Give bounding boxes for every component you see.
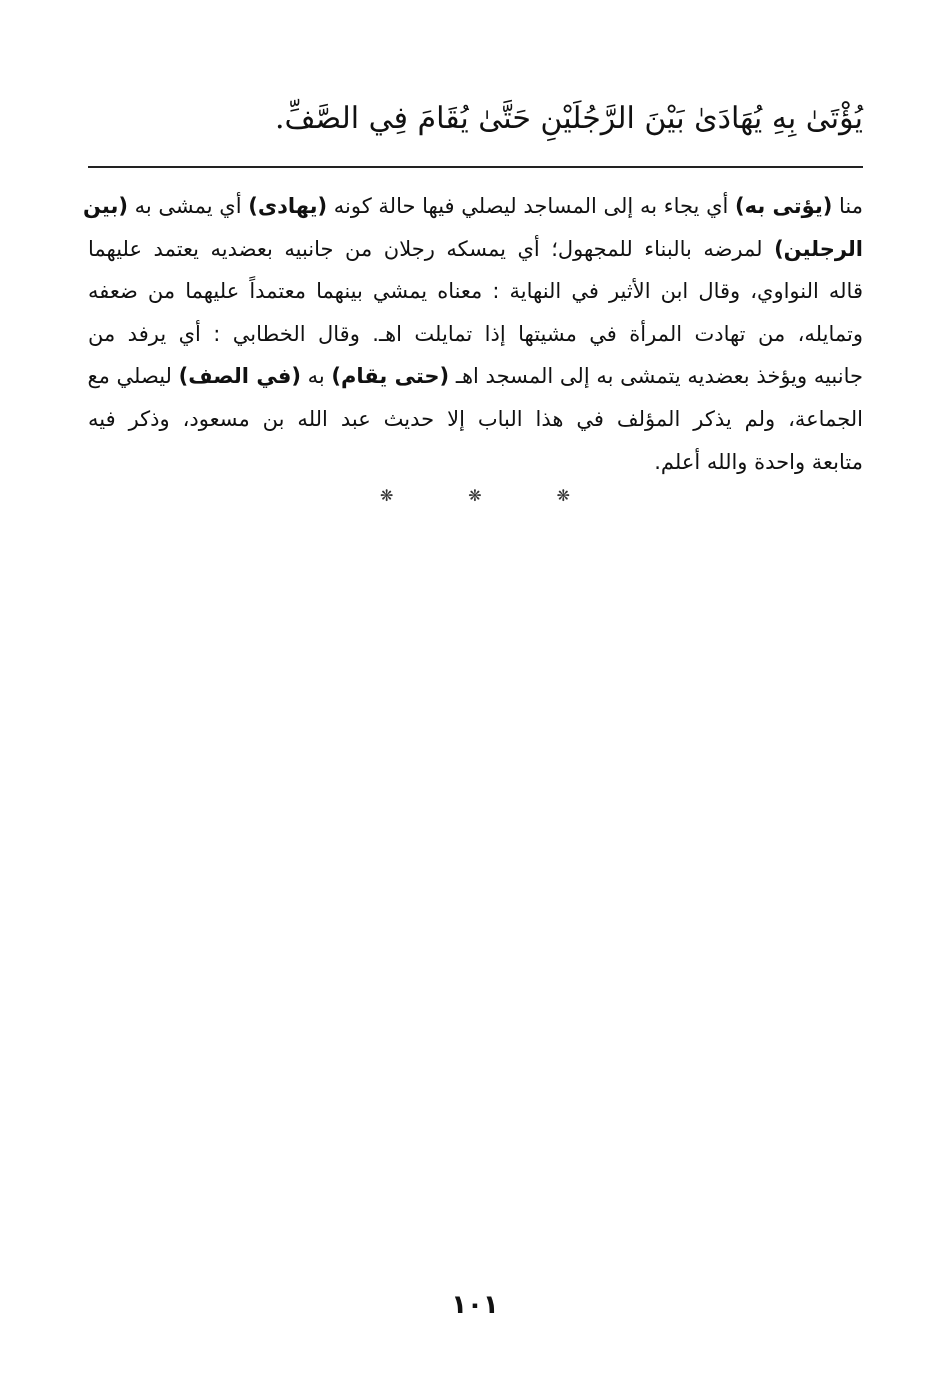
page-number: ١٠١: [451, 1290, 499, 1320]
commentary-text: به: [300, 364, 332, 389]
quoted-term: (يؤتى به): [735, 194, 833, 218]
commentary-text: متابعة واحدة والله أعلم.: [654, 449, 863, 474]
commentary-line: [88, 355, 863, 398]
commentary-line: [88, 398, 863, 441]
commentary-text: الجماعة، ولم يذكر المؤلف في هذا الباب إلا حديث عبد الله بن مسعود، وذكر فيه: [88, 406, 863, 431]
commentary-line: [88, 270, 863, 313]
footnote-divider: [88, 166, 863, 168]
hadith-text: يُؤْتَىٰ بِهِ يُهَادَىٰ بَيْنَ الرَّجُلَيْنِ حَتَّىٰ يُقَامَ فِي الصَّفِّ.: [275, 101, 863, 136]
commentary-text: جانبيه ويؤخذ بعضديه يتمشى به إلى المسجد اهـ: [449, 364, 863, 389]
commentary-block: [83, 185, 863, 483]
quoted-term: (حتى يقام): [331, 364, 450, 389]
commentary-line: [88, 313, 863, 356]
commentary-text: قاله النواوي، وقال ابن الأثير في النهاية : معناه يمشي بينهما معتمداً عليهما من ضعفه: [88, 279, 863, 304]
quoted-term: (بين: [83, 194, 128, 218]
commentary-line: [83, 185, 863, 228]
commentary-line: [88, 228, 863, 271]
commentary-text: أي يمشى به: [127, 194, 249, 218]
quoted-term: (في الصف): [178, 364, 301, 389]
section-separator: [380, 486, 570, 505]
commentary-line: [88, 441, 863, 484]
commentary-text: ليصلي مع: [87, 364, 179, 389]
quoted-term: الرجلين): [774, 236, 863, 261]
commentary-text: منا: [832, 194, 863, 218]
commentary-text: وتمايله، من تهادت المرأة في مشيتها إذا تمايلت اهـ. وقال الخطابي : أي يرفد من: [88, 321, 863, 346]
star-ornament-icon: ❋: [380, 486, 394, 505]
commentary-text: لمرضه بالبناء للمجهول؛ أي يمسكه رجلان من جانبيه بعضديه يعتمد عليهما: [88, 236, 775, 261]
star-ornament-icon: ❋: [468, 486, 482, 505]
quoted-term: (يهادى): [248, 194, 328, 218]
star-ornament-icon: ❋: [556, 486, 570, 505]
commentary-text: أي يجاء به إلى المساجد ليصلي فيها حالة كونه: [327, 194, 736, 218]
